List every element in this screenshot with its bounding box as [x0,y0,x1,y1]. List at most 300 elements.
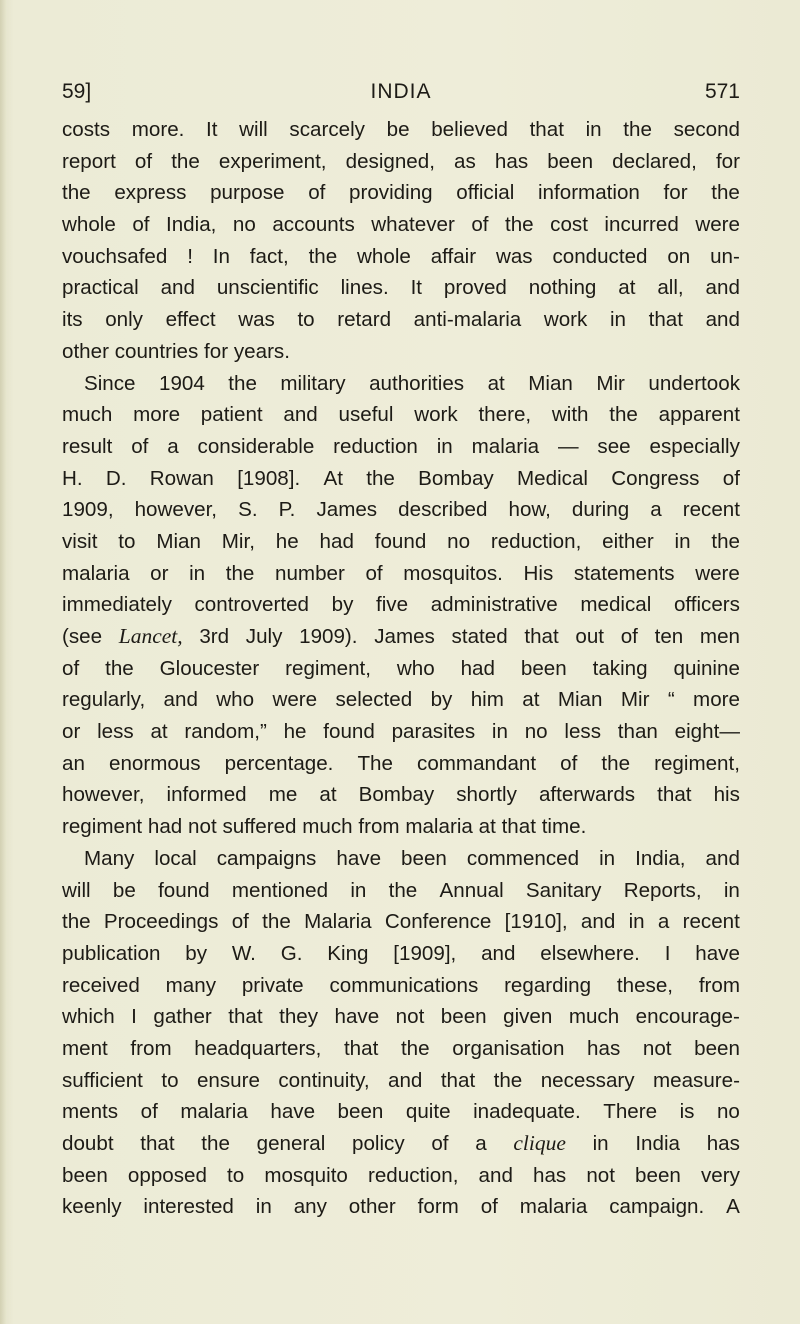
page-number: 571 [704,80,740,103]
word: Sanitary [525,878,602,902]
word: mosquitos. [403,561,503,585]
word: work [543,308,588,332]
word: of [620,625,638,648]
word: designed, [345,149,435,173]
word: It [206,118,218,141]
word: who [396,656,435,680]
word: report [62,149,116,173]
word: organisation [452,1036,565,1060]
word: enormous [108,751,201,775]
word: a [475,1132,487,1155]
word: Mir [620,688,650,712]
word: has [706,1132,740,1155]
word: whole [62,213,116,237]
word: measure- [653,1068,740,1092]
word: sufficient [62,1068,143,1092]
word: There [603,1100,658,1124]
word: It [410,276,423,300]
word: very [700,1163,740,1187]
word: either [602,529,654,553]
word: these, [616,973,673,997]
word: parasites [391,720,476,744]
word: policy [352,1132,405,1155]
word: the [623,118,652,141]
word: to [227,1163,245,1187]
word: at [150,720,168,744]
word: during [571,498,630,522]
word: received [62,973,140,997]
word: regiment [62,815,143,839]
word: time. [541,815,587,839]
word: which [62,1005,115,1029]
word: Annual [439,878,504,902]
text-line [62,1096,740,1128]
word: have [336,846,382,870]
word: been [520,656,567,680]
word: five [376,593,409,617]
word: taking [592,656,648,680]
word: men [699,625,740,648]
text-line [62,399,740,431]
word: not [395,1005,425,1029]
word: in [723,878,740,902]
word: India [635,1132,680,1155]
word: [1909], [393,941,457,965]
word: in [189,561,206,585]
word: that [140,1132,175,1155]
text-line [62,906,740,938]
word: second [673,118,740,141]
word: had [460,656,495,680]
word: in [436,434,453,458]
word: not [188,815,217,839]
word: and [283,403,318,427]
word: eight— [674,720,740,744]
word: regiment, [285,656,371,680]
word: or [150,561,169,585]
word: James [374,625,435,648]
word: H. [62,466,83,490]
word: 3rd [199,625,230,648]
word: A [726,1195,740,1219]
word: that [524,625,559,648]
word: ensure [196,1068,260,1092]
word: selected [335,688,413,712]
word: no [716,1100,740,1124]
word: Mian [156,529,201,553]
word: in [350,878,367,902]
word: commandant [417,751,537,775]
text-line [62,241,740,273]
word: number [275,561,345,585]
word: mentioned [231,878,329,902]
word: conducted [552,244,648,268]
word: general [256,1132,326,1155]
word: there, [478,403,532,427]
word: lines. [340,276,389,300]
word: no [232,213,256,237]
word: in [585,118,602,141]
word: recent [682,498,740,522]
word: that [529,118,564,141]
word: information [537,181,640,205]
word: from [358,815,400,839]
word: Rowan [149,466,214,490]
word: that [228,1005,263,1029]
word: Congress [611,466,700,490]
word: regiment, [654,751,740,775]
word: the [225,561,255,585]
word: described [398,498,488,522]
word: the [262,910,291,934]
word: the [388,878,418,902]
word: Medical [517,466,588,490]
word: nothing [528,276,597,300]
word: countries [114,339,199,363]
word: [1910], [504,910,568,934]
word: who [216,688,255,712]
word: they [279,1005,319,1029]
page-spine-edge [0,0,6,1324]
text-line [62,1033,740,1065]
word: effect [165,308,216,332]
word: Proceedings [103,910,219,934]
word: India, [635,846,686,870]
word: for [663,181,688,205]
word: suffered [222,815,297,839]
word: in [674,529,691,553]
text-line [62,336,740,368]
text-line [62,463,740,495]
text-line [62,177,740,209]
word: malaria [519,1195,588,1219]
word: informed [166,783,247,807]
word: and [160,276,195,300]
word: of [365,561,383,585]
word: clique [513,1131,566,1155]
word: D. [105,466,127,490]
word: by [430,688,453,712]
word: were [272,688,318,712]
word: been [62,1163,108,1187]
word: opposed [127,1163,207,1187]
text-line [62,526,740,558]
word: cost [550,213,588,237]
word: been [337,1100,384,1124]
text-line [62,716,740,748]
word: has [494,149,529,173]
word: a [167,434,179,458]
word: the [400,1036,430,1060]
word: the [601,751,631,775]
running-header [62,80,740,110]
word: King [327,941,369,965]
word: military [280,371,346,395]
text-line [62,684,740,716]
word: India, [166,213,217,237]
section-reference: 59] [62,80,92,103]
word: that [501,815,536,839]
text-line [62,146,740,178]
word: affair [430,244,477,268]
word: Malaria [304,910,372,934]
word: only [105,308,143,332]
word: private [241,973,304,997]
word: campaign. [609,1195,705,1219]
word: the [366,466,395,490]
word: necessary [540,1068,635,1092]
word: in [592,1132,609,1155]
word: at [618,276,636,300]
word: local [154,846,197,870]
word: from [130,1036,172,1060]
word: reduction, [490,529,582,553]
text-line [62,748,740,780]
word: 1909, [62,498,114,522]
text-line [62,114,740,146]
word: its [62,308,83,332]
word: work [414,403,458,427]
word: purpose [210,181,285,205]
word: [1908]. [237,466,301,490]
word: continuity, [278,1068,370,1092]
word: malaria [471,434,540,458]
word: is [679,1100,695,1124]
word: me [268,783,298,807]
word: Mir [596,371,625,395]
word: at [478,815,496,839]
word: fact, [249,244,289,268]
word: as [454,149,476,173]
word: and [163,688,198,712]
text-line [62,1191,740,1223]
word: regularly, [62,688,146,712]
word: Gloucester [159,656,260,680]
text-line [62,653,740,685]
word: P. [278,498,296,522]
word: patient [200,403,263,427]
text-line [62,811,740,843]
word: accounts [272,213,355,237]
word: and [478,1163,513,1187]
word: the [711,181,740,205]
word: Mian [528,371,573,395]
word: retard [337,308,392,332]
word: ments [62,1100,119,1124]
word: encourage- [635,1005,740,1029]
word: result [62,434,113,458]
word: many [165,973,217,997]
word: not [642,1036,672,1060]
word: more. [131,118,185,141]
word: the [62,181,91,205]
word: publication [62,941,161,965]
word: will [239,118,268,141]
word: vouchsafed [62,244,168,268]
word: Since [84,371,136,395]
word: ment [62,1036,108,1060]
word: express [114,181,187,205]
text-line [62,779,740,811]
word: any [293,1195,327,1219]
word: found [374,529,427,553]
word: at [319,783,337,807]
word: especially [649,434,740,458]
text-line [62,875,740,907]
word: recent [682,910,740,934]
word: Mian [557,688,603,712]
text-line [62,1001,740,1033]
word: the [609,403,638,427]
word: no [447,529,471,553]
text-line [62,304,740,336]
word: out [575,625,605,648]
word: given [503,1005,553,1029]
word: of [308,181,326,205]
word: the [228,371,257,395]
word: the [105,656,134,680]
word: apparent [658,403,740,427]
word: in [491,720,508,744]
word: a [657,910,670,934]
text-line [62,272,740,304]
word: the [711,529,740,553]
word: had [147,815,183,839]
word: not [586,1163,615,1187]
word: form [417,1195,459,1219]
word: were [695,561,740,585]
word: authorities [369,371,465,395]
word: whole [357,244,411,268]
word: keenly [62,1195,122,1219]
word: undertook [648,371,740,395]
word: afterwards [538,783,636,807]
word: 1909). [299,625,358,648]
word: gather [153,1005,212,1029]
text-line [62,589,740,621]
text-line [62,1065,740,1097]
word: the [308,244,338,268]
word: of [471,213,489,237]
word: communications [329,973,479,997]
word: providing [349,181,433,205]
word: much [302,815,353,839]
word: with [551,403,589,427]
word: interested [143,1195,234,1219]
word: experiment, [218,149,327,173]
text-line [62,621,740,653]
word: no [524,720,548,744]
word: the [493,1068,523,1092]
word: W. [231,941,256,965]
word: to [161,1068,179,1092]
word: un- [710,244,740,268]
word: His [523,561,554,585]
word: useful [338,403,394,427]
word: In [212,244,230,268]
word: on [667,244,691,268]
word: 1904 [158,371,205,395]
word: I [131,1005,137,1029]
word: immediately [62,593,172,617]
word: official [456,181,515,205]
text-line [62,1128,740,1160]
word: and [705,276,740,300]
word: the [171,149,200,173]
word: statements [573,561,675,585]
word: to [297,308,315,332]
word: had [319,529,354,553]
word: that [657,783,692,807]
word: all, [657,276,684,300]
word: at [522,688,540,712]
word: random,” [184,720,267,744]
word: much [568,1005,620,1029]
word: reduction, [367,1163,459,1187]
word: of [560,751,578,775]
word: believed [431,118,508,141]
word: in [609,308,626,332]
running-title: INDIA [370,80,432,103]
word: has [587,1036,621,1060]
word: doubt [62,1132,114,1155]
word: the [201,1132,230,1155]
word: of [134,149,153,173]
word: he [283,720,307,744]
word: malaria [405,815,473,839]
word: James [316,498,378,522]
word: and [388,1068,423,1092]
word: was [495,244,533,268]
word: reduction [333,434,418,458]
word: that [440,1068,476,1092]
word: by [185,941,208,965]
word: The [357,751,393,775]
word: visit [62,529,98,553]
word: see [597,434,631,458]
word: for [204,339,229,363]
word: in [599,846,616,870]
word: of [131,434,149,458]
body-text [62,114,740,1223]
word: malaria [62,561,130,585]
word: be [386,118,410,141]
word: more [693,688,740,712]
word: administrative [430,593,558,617]
word: in [628,910,645,934]
word: been [694,1036,740,1060]
word: less [564,720,602,744]
word: ten [654,625,684,648]
word: has [533,1163,567,1187]
word: be [112,878,136,902]
word: been [440,1005,487,1029]
text-line [62,843,740,875]
word: of [62,656,80,680]
word: found [158,878,210,902]
text-line [62,970,740,1002]
word: stated [451,625,508,648]
word: and [481,941,516,965]
word: him [470,688,504,712]
word: percentage. [224,751,334,775]
word: been [401,846,447,870]
word: that [648,308,683,332]
word: I [664,941,671,965]
word: other [62,339,109,363]
word: and [705,846,740,870]
word: Conference [384,910,492,934]
